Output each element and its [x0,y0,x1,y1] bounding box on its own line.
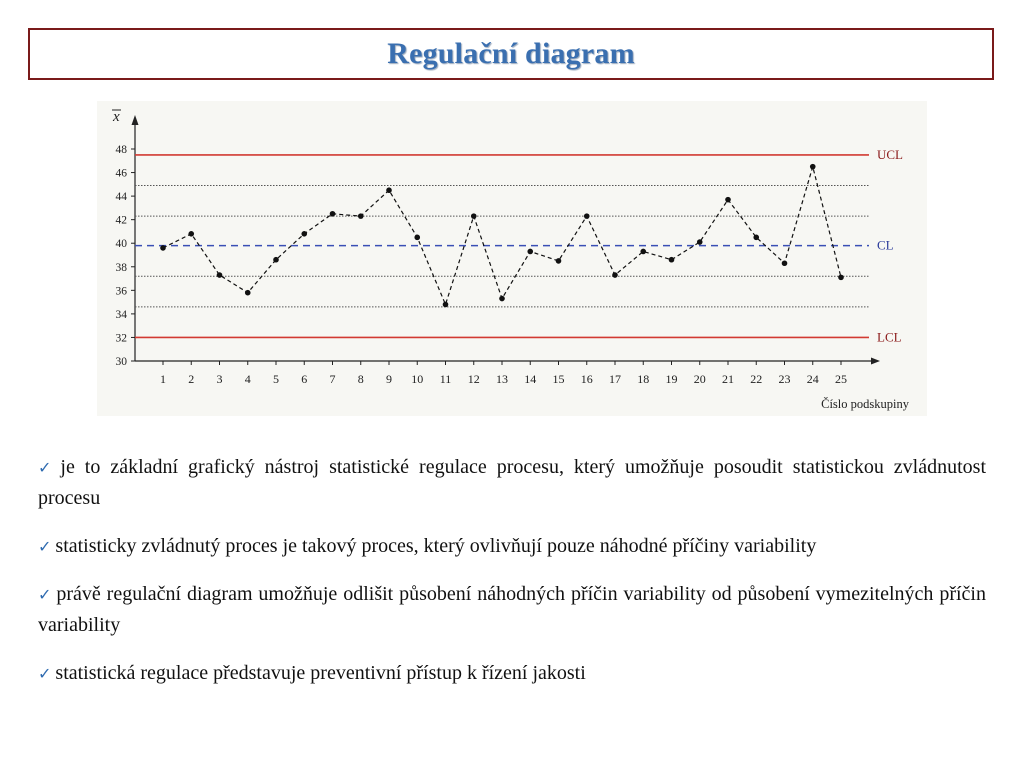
bullet-list [38,452,986,706]
data-point [273,257,279,263]
x-axis-arrow [871,358,880,365]
data-point [669,257,675,263]
lcl-label: LCL [877,329,902,345]
x-tick-label: 25 [835,372,847,386]
page-title: Regulační diagram [387,37,635,70]
y-tick-label: 34 [115,308,127,321]
checkmark-icon: ✓ [38,537,52,556]
data-point [640,249,646,255]
x-tick-label: 14 [524,372,537,386]
data-point [725,197,731,203]
x-tick-label: 16 [580,372,593,386]
bullet-text: statisticky zvládnutý proces je takový proces, který ovlivňují pouze náhodné příčiny variability [55,535,817,557]
checkmark-icon: ✓ [38,664,52,683]
ucl-label: UCL [877,146,903,162]
x-tick-label: 22 [750,372,763,386]
bullet-item [38,452,986,514]
x-tick-label: 4 [244,372,251,386]
x-tick-label: 15 [552,372,565,386]
data-point [245,290,251,296]
data-point [612,272,618,278]
x-tick-label: 17 [609,372,621,386]
x-tick-label: 1 [160,372,166,386]
data-point [499,296,505,302]
x-tick-label: 24 [806,372,819,386]
data-point [527,249,533,255]
data-point [810,164,816,170]
data-point [188,231,194,237]
x-tick-label: 8 [357,372,364,386]
y-tick-label: 32 [115,332,127,345]
data-point [414,235,420,241]
y-tick-label: 44 [115,191,127,204]
data-point [160,245,166,251]
data-point [471,213,477,219]
y-tick-label: 42 [115,214,127,227]
x-tick-label: 18 [637,372,650,386]
x-tick-label: 3 [216,372,223,386]
bullet-item [38,531,986,562]
x-tick-label: 21 [722,372,734,386]
x-tick-label: 11 [439,372,452,386]
bullet-text: právě regulační diagram umožňuje odlišit působení náhodných příčin variability od působení vymezitelných příčin variability [38,583,986,636]
data-point [753,235,759,241]
x-tick-label: 12 [467,372,480,386]
y-tick-label: 38 [115,261,127,274]
y-tick-label: 30 [115,356,127,368]
x-tick-label: 7 [329,372,336,386]
x-tick-label: 10 [411,372,424,386]
y-axis-label: x [113,109,120,125]
data-point [697,239,703,245]
checkmark-icon: ✓ [38,458,57,477]
data-point [358,213,364,219]
control-chart-svg [97,101,927,416]
bullet-item [38,658,986,689]
x-axis-label: Číslo podskupiny [821,397,909,411]
cl-label: CL [877,237,894,253]
x-tick-label: 9 [386,372,392,386]
data-point [443,302,449,308]
y-tick-label: 46 [115,167,127,180]
data-point [301,231,307,237]
checkmark-icon: ✓ [38,585,53,604]
bullet-text: je to základní grafický nástroj statistické regulace procesu, který umožňuje posoudit statistickou zvládnutost procesu [38,456,987,509]
y-tick-label: 48 [115,144,127,156]
x-tick-label: 19 [665,372,678,386]
x-tick-label: 2 [188,372,195,386]
bullet-item [38,579,986,641]
title-box [28,28,994,80]
data-point [838,275,844,281]
control-chart [97,101,927,416]
bullet-text: statistická regulace představuje preventivní přístup k řízení jakosti [55,662,586,684]
data-point [386,187,392,193]
y-axis-arrow [132,115,139,125]
data-point [330,211,336,217]
x-tick-label: 6 [301,372,308,386]
x-tick-label: 13 [496,372,508,386]
y-tick-label: 40 [115,238,127,251]
data-point [584,213,590,219]
x-tick-label: 5 [273,372,279,386]
data-point [782,260,788,266]
y-tick-label: 36 [115,285,127,298]
x-tick-label: 20 [693,372,706,386]
data-point [556,258,562,264]
data-point [217,272,223,278]
series-line [163,167,841,305]
x-tick-label: 23 [778,372,791,386]
